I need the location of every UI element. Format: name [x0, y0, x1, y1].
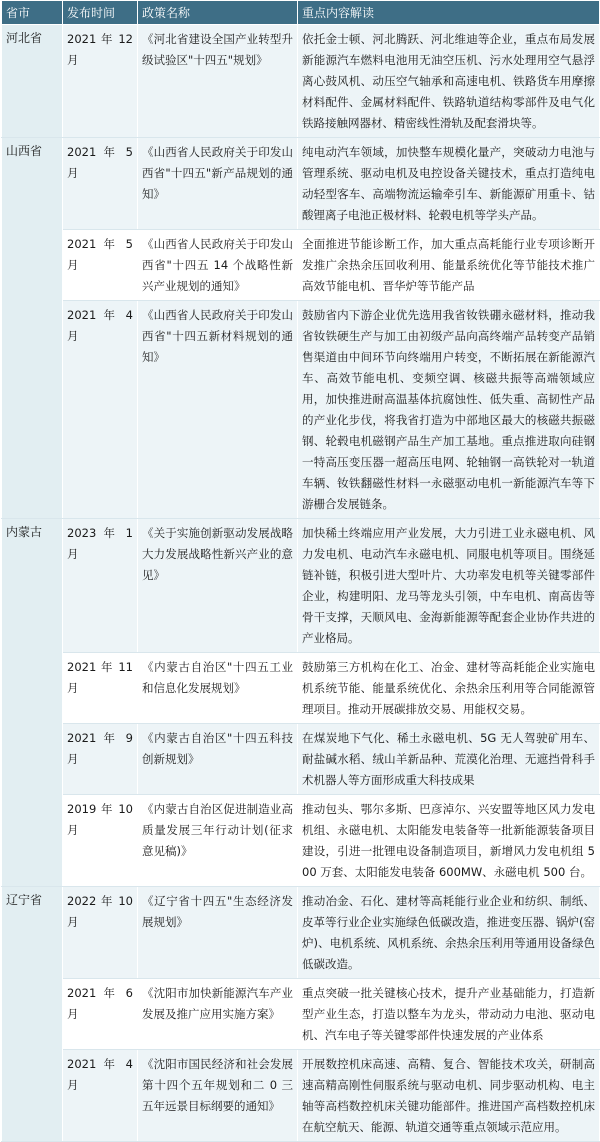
table-row — [2, 301, 600, 519]
table-row — [2, 795, 600, 887]
content-cell: 依托金士顿、河北腾跃、河北维迪等企业，重点布局发展新能源汽车燃料电池用无油空压机、污水处理用空气悬浮离心鼓风机、动压空气轴承和高速电机、铁路货车用摩擦材料配件、金属材料配件、铁路轨道结构零部件及电气化铁路接触网器材、精密线性滑轨及配套滑块等。 — [298, 25, 600, 138]
time-cell: 2021 年 4 月 — [63, 301, 138, 519]
policy-name-cell: 《山西省人民政府关于印发山西省"十四五 14 个战略性新兴产业规划的通知》 — [138, 230, 298, 301]
time-cell: 2021 年 9 月 — [63, 724, 138, 795]
time-cell: 2021 年 6 月 — [63, 979, 138, 1050]
time-cell: 2021 年 12 月 — [63, 25, 138, 138]
table-row — [2, 519, 600, 653]
policy-name-cell: 《沈阳市加快新能源汽车产业发展及推广应用实施方案》 — [138, 979, 298, 1050]
time-cell: 2021 年 4 月 — [63, 1050, 138, 1142]
province-cell: 山西省 — [2, 138, 63, 519]
policy-name-cell: 《河北省建设全国产业转型升级试验区"十四五"规划》 — [138, 25, 298, 138]
table-row — [2, 1050, 600, 1142]
content-cell: 全面推进节能诊断工作，加大重点高耗能行业专项诊断开发推广余热余压回收利用、能量系统优化等节能技术推广高效节能电机、晋华炉等节能产品 — [298, 230, 600, 301]
header-time: 发布时间 — [63, 1, 138, 25]
content-cell: 开展数控机床高速、高精、复合、智能技术攻关，研制高速高精高刚性伺服系统与驱动电机、同步驱动机构、电主轴等高档数控机床关键功能部件。推进国产高档数控机床在航空航天、能源、轨道交通等重点领域示范应用。 — [298, 1050, 600, 1142]
policy-name-cell: 《内蒙古自治区"十四五工业和信息化发展规划》 — [138, 653, 298, 724]
content-cell: 加快稀土终端应用产业发展，大力引进工业永磁电机、风力发电机、电动汽车永磁电机、同服电机等项目。围绕延链补链，积极引进大型叶片、大功率发电机等关键零部件企业，构建明阳、龙马等龙头引领，中车电机、南高齿等骨干支撑，天顺风电、金海新能源等配套企业协作共进的产业格局。 — [298, 519, 600, 653]
header-content: 重点内容解读 — [298, 1, 600, 25]
time-cell: 2021 年 11 月 — [63, 653, 138, 724]
province-cell: 河北省 — [2, 25, 63, 138]
table-row — [2, 724, 600, 795]
policy-table — [1, 0, 600, 1142]
table-row — [2, 887, 600, 979]
policy-name-cell: 《山西省人民政府关于印发山西省"十四五"新产品规划的通知》 — [138, 138, 298, 230]
table-row — [2, 25, 600, 138]
time-cell: 2023 年 1 月 — [63, 519, 138, 653]
time-cell: 2021 年 5 月 — [63, 138, 138, 230]
policy-name-cell: 《辽宁省十四五"生态经济发展规划》 — [138, 887, 298, 979]
time-cell: 2021 年 5 月 — [63, 230, 138, 301]
content-cell: 在煤炭地下气化、稀土永磁电机、5G 无人驾驶矿用车、耐盐碱水稻、绒山羊新品种、荒漠化治理、无遮挡骨科手术机器人等方面形成重大科技成果 — [298, 724, 600, 795]
policy-name-cell: 《内蒙古自治区促进制造业高质量发展三年行动计划(征求意见稿)》 — [138, 795, 298, 887]
policy-name-cell: 《内蒙古自治区"十四五科技创新规划》 — [138, 724, 298, 795]
content-cell: 纯电动汽车领域，加快整车规模化量产，突破动力电池与管理系统、驱动电机及电控设备关键技术，重点打造纯电动轻型客车、高端物流运输牵引车、新能源矿用重卡、钴酸锂离子电池正极材料、轮毂电机等学头产品。 — [298, 138, 600, 230]
content-cell: 鼓励省内下游企业优先选用我省钕铁硼永磁材料，推动我省钕铁硬生产与加工由初级产品向高终端产品转变产品销售渠道由中间环节向终端用户转变，不断拓展在新能源汽车、高效节能电机、变频空调、核磁共振等高端领域应用，加快推进耐高温基体抗腐蚀性、低失重、高韧性产品的产业化步伐，将我省打造为中部地区最大的核磁共振磁钢、轮毂电机磁钢产品生产加工基地。重点推进取向硅钢一特高压变压器一超高压电网、轮轴钢一高铁轮对一轨道车辆、钕铁翻磁性材料一永磁驱动电机一新能源汽车等下游栅合发展链条。 — [298, 301, 600, 519]
table-row — [2, 138, 600, 230]
content-cell: 推动冶金、石化、建材等高耗能行业企业和纺织、制纸、皮革等行业企业实施绿色低碳改造，推进变压器、锅炉(窑炉)、电机系统、风机系统、余热余压利用等通用设备绿色低碳改造。 — [298, 887, 600, 979]
province-cell: 辽宁省 — [2, 887, 63, 1142]
policy-name-cell: 《关于实施创新驱动发展战略大力发展战略性新兴产业的意见》 — [138, 519, 298, 653]
content-cell: 推动包头、鄂尔多斯、巴彦淖尔、兴安盟等地区风力发电机组、永磁电机、太阳能发电装备等一批新能源装备项目建设，引进一批锂电设备制造项目，新增风力发电机组 500 万套、太阳能发电装备 600MW、永磁电机 500 台。 — [298, 795, 600, 887]
table-row — [2, 230, 600, 301]
time-cell: 2019 年 10 月 — [63, 795, 138, 887]
policy-name-cell: 《山西省人民政府关于印发山西省"十四五新材料规划的通知》 — [138, 301, 298, 519]
header-policy-name: 政策名称 — [138, 1, 298, 25]
table-row — [2, 653, 600, 724]
table-row — [2, 979, 600, 1050]
content-cell: 重点突破一批关键核心技术，提升产业基础能力，打造新型产业生态，打造以整车为龙头，带动动力电池、驱动电机、汽车电子等关键零部件快速发展的产业体系 — [298, 979, 600, 1050]
policy-name-cell: 《沈阳市国民经济和社会发展第十四个五年规划和二 0 三五年远景目标纲要的通知》 — [138, 1050, 298, 1142]
province-cell: 内蒙古 — [2, 519, 63, 887]
table-header-row — [2, 1, 600, 25]
time-cell: 2022 年 10 月 — [63, 887, 138, 979]
content-cell: 鼓励第三方机构在化工、冶金、建材等高耗能企业实施电机系统节能、能量系统优化、余热余压利用等合同能源管理项目。推动开展碳排放交易、用能权交易。 — [298, 653, 600, 724]
header-province: 省市 — [2, 1, 63, 25]
